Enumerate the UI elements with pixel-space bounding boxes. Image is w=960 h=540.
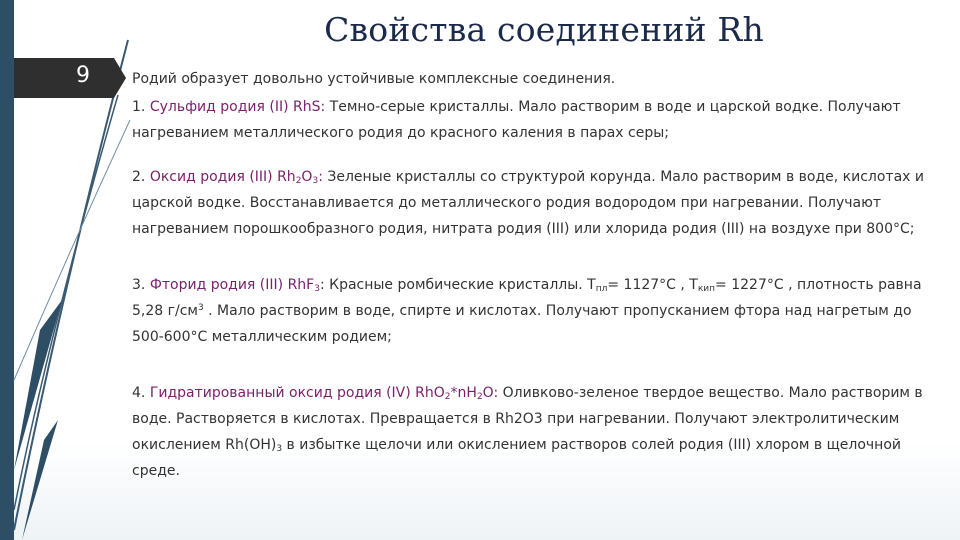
item-3-description-part: = 1227°С , плотность равна 5,28 г/см [132,277,922,319]
item-3-compound-part: : [319,277,325,293]
item-4-compound-part: Гидратированный оксид родия (IV) RhO [149,385,445,401]
intro-paragraph: Родий образует довольно устойчивые комплексные соединения. [132,71,616,87]
item-1 [132,94,944,146]
item-3 [132,272,944,350]
item-2-subscript: 2 [295,176,302,186]
item-4-number: 4. [132,385,146,401]
item-3-description-part: = 1127°С , Т [607,277,698,293]
item-2-description: Зеленые кристаллы со структурой корунда. Мало растворим в воде, кислотах и царской водке. Восстанавливается до металлического родия водородом при нагревании. Получают нагреванием порошкообразного родия, нитрата родия (III) или хлорида родия (III) на воздухе при 800°С; [132,169,924,237]
item-4-description-part: в избытке щелочи или окислением растворов солей родия (III) хлором в щелочной среде. [132,437,901,479]
item-2-compound-part: Оксид родия (III) Rh [149,169,296,185]
item-2-compound-part: : [318,169,323,185]
item-1-description: Темно-серые кристаллы. Мало растворим в воде и царской водке. Получают нагреванием металлического родия до красного каления в парах серы; [132,99,901,141]
content-body [132,66,944,484]
item-2-compound-part: O [301,169,313,185]
item-3-subscript: 3 [314,284,320,294]
slide-number: 9 [76,63,90,88]
item-2-number: 2. [132,169,146,185]
item-4 [132,380,944,484]
item-4-subscript: 2 [444,392,451,402]
item-3-superscript: 3 [197,303,204,313]
item-3-compound-part: Фторид родия (III) RhF [149,277,315,293]
slide-number-bar [14,58,114,98]
left-accent-band [0,0,14,540]
item-4-compound-part: O: [482,385,499,401]
item-4-description-part: Оливково-зеленое твердое вещество. Мало растворим в воде. Растворяется в кислотах. Превращается в Rh2O3 при нагревании. Получают электролитическим окислением Rh(OH) [132,385,923,453]
item-3-subscript: кип [697,284,716,294]
item-4-compound-part: *nH [450,385,477,401]
item-2 [132,164,944,242]
item-4-compound [150,385,498,401]
item-1-number: 1. [132,99,146,115]
item-3-compound [150,277,320,293]
item-3-description-part: Красные ромбические кристаллы. Т [329,277,596,293]
item-3-description-part: . Мало растворим в воде, спирте и кислотах. Получают пропусканием фтора над нагретым до 500-600°С металлическим родием; [132,303,912,345]
slide-number-tab [14,58,126,98]
item-3-subscript: пл [595,284,608,294]
item-2-compound [150,169,323,185]
item-4-subscript: 3 [276,444,283,454]
item-4-subscript: 2 [476,392,483,402]
page-title: Свойства соединений Rh [324,10,764,49]
item-1-compound: Сульфид родия (II) RhS: [149,99,326,115]
item-2-subscript: 3 [312,176,319,186]
slide-number-arrow [114,58,126,98]
item-3-number: 3. [132,277,146,293]
